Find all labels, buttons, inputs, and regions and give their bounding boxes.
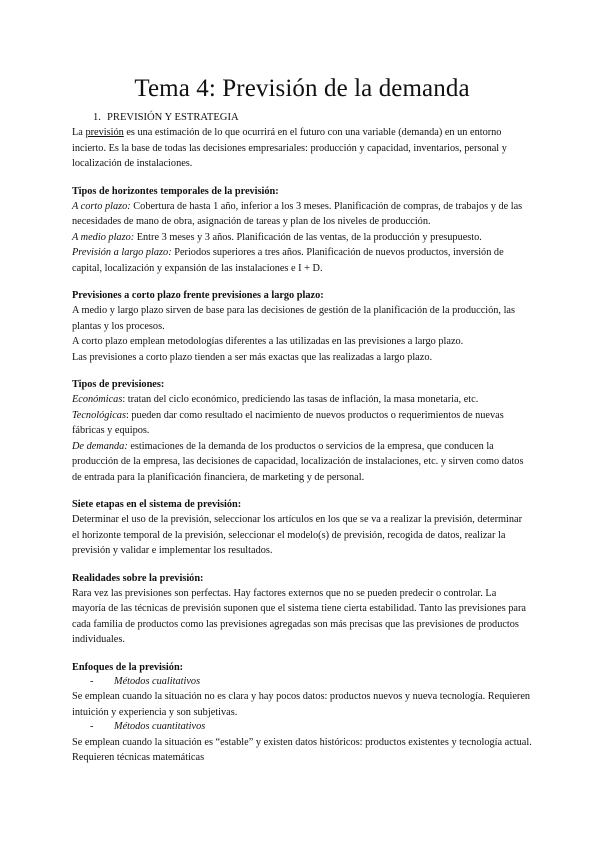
horizonte-label: A medio plazo: — [72, 231, 135, 243]
tipos-section — [72, 377, 532, 485]
enfoque-text: Se emplean cuando la situación no es clara y hay pocos datos: productos nuevos y nueva tecnología. Requieren intuición y experiencia y son subjetivas. — [72, 691, 531, 718]
tipo-item — [72, 408, 532, 439]
horizonte-label: Previsión a largo plazo: — [72, 247, 172, 258]
intro-post: es una estimación de lo que ocurrirá en el futuro con una variable (demanda) en un entorno incierto. Es la base de todas las decisiones empresariales: producción y capacidad, inventarios, personal y localización de instalaciones. — [72, 127, 507, 169]
enfoque-label: Métodos cuantitativos — [114, 721, 206, 732]
section-heading — [93, 111, 532, 125]
realidades-text: Rara vez las previsiones son perfectas. Hay factores externos que no se pueden predecir o controlar. La mayoría de las técnicas de previsión suponen que el sistema tiene cierta estabilidad. Tanto las previsiones para cada familia de productos como las previsiones agregadas son más precisas que las previsiones de productos individuales. — [72, 587, 527, 645]
horizonte-item — [72, 199, 532, 230]
tipo-item — [72, 392, 532, 408]
horizontes-section — [72, 184, 532, 277]
tipo-item — [72, 439, 532, 486]
tipos-heading: Tipos de previsiones: — [72, 379, 165, 390]
horizonte-text: Periodos superiores a tres años. Planificación de nuevos productos, inversión de capital, localización y expansión de las instalaciones e I + D. — [72, 247, 504, 274]
tipo-text: : pueden dar como resultado el nacimiento de nuevos productos o requerimientos de nuevas fábricas y equipos. — [72, 409, 504, 436]
corto-largo-line: A corto plazo emplean metodologías diferentes a las utilizadas en las previsiones a largo plazo. — [72, 336, 464, 347]
enfoque-bullet — [90, 675, 532, 690]
horizontes-heading: Tipos de horizontes temporales de la previsión: — [72, 185, 279, 197]
intro-paragraph — [72, 125, 532, 172]
tipo-label: Tecnológicas — [72, 409, 126, 421]
corto-largo-heading: Previsiones a corto plazo frente previsiones a largo plazo: — [72, 290, 324, 301]
enfoques-section — [72, 660, 532, 766]
siete-section — [72, 497, 532, 559]
tipo-text: : tratan del ciclo económico, prediciendo las tasas de inflación, la masa monetaria, etc. — [122, 394, 479, 405]
horizonte-text: Cobertura de hasta 1 año, inferior a los 3 meses. Planificación de compras, de trabajos y de las necesidades de mano de obra, asignación de tareas y plan de los niveles de producción. — [72, 200, 523, 227]
dash-bullet: - — [90, 675, 94, 687]
tipo-label: Económicas — [72, 394, 123, 405]
enfoques-heading: Enfoques de la previsión: — [72, 661, 184, 673]
corto-largo-line: Las previsiones a corto plazo tienden a ser más exactas que las realizadas a largo plazo. — [72, 351, 433, 363]
realidades-heading: Realidades sobre la previsión: — [72, 572, 204, 584]
enfoque-label: Métodos cualitativos — [114, 675, 201, 687]
intro-term: previsión — [85, 127, 124, 138]
corto-largo-line: A medio y largo plazo sirven de base para las decisiones de gestión de la planificación de la producción, las plantas y los procesos. — [72, 305, 516, 332]
tipo-label: De demanda: — [72, 440, 128, 452]
horizonte-item — [72, 230, 532, 246]
page-title: Tema 4: Previsión de la demanda — [134, 75, 470, 102]
enfoque-bullet — [90, 720, 532, 735]
tipo-text: estimaciones de la demanda de los productos o servicios de la empresa, que conducen la producción de la empresa, las decisiones de capacidad, localización de instalaciones, etc. y sirven como datos de entrada para la planificación financiera, de marketing y de personal. — [72, 440, 524, 483]
enfoque-text: Se emplean cuando la situación es “estable” y existen datos históricos: productos existentes y tecnología actual. Requieren técnicas matemáticas — [72, 736, 532, 763]
section-label: PREVISIÓN Y ESTRATEGIA — [107, 112, 239, 123]
horizonte-item — [72, 245, 532, 276]
document-page — [72, 74, 532, 766]
intro-pre: La — [72, 127, 86, 138]
realidades-section — [72, 571, 532, 648]
horizonte-text: Entre 3 meses y 3 años. Planificación de las ventas, de la producción y presupuesto. — [134, 231, 482, 243]
siete-text: Determinar el uso de la previsión, seleccionar los artículos en los que se va a realizar la previsión, determinar el horizonte temporal de la previsión, seleccionar el modelo(s) de previsión, recogida de datos, realizar la previsión y validar e implementar los resultados. — [72, 514, 523, 556]
siete-heading: Siete etapas en el sistema de previsión: — [72, 499, 242, 510]
section-number: 1. — [93, 112, 101, 123]
corto-largo-section — [72, 288, 532, 365]
horizonte-label: A corto plazo: — [72, 200, 131, 212]
dash-bullet: - — [90, 721, 94, 732]
